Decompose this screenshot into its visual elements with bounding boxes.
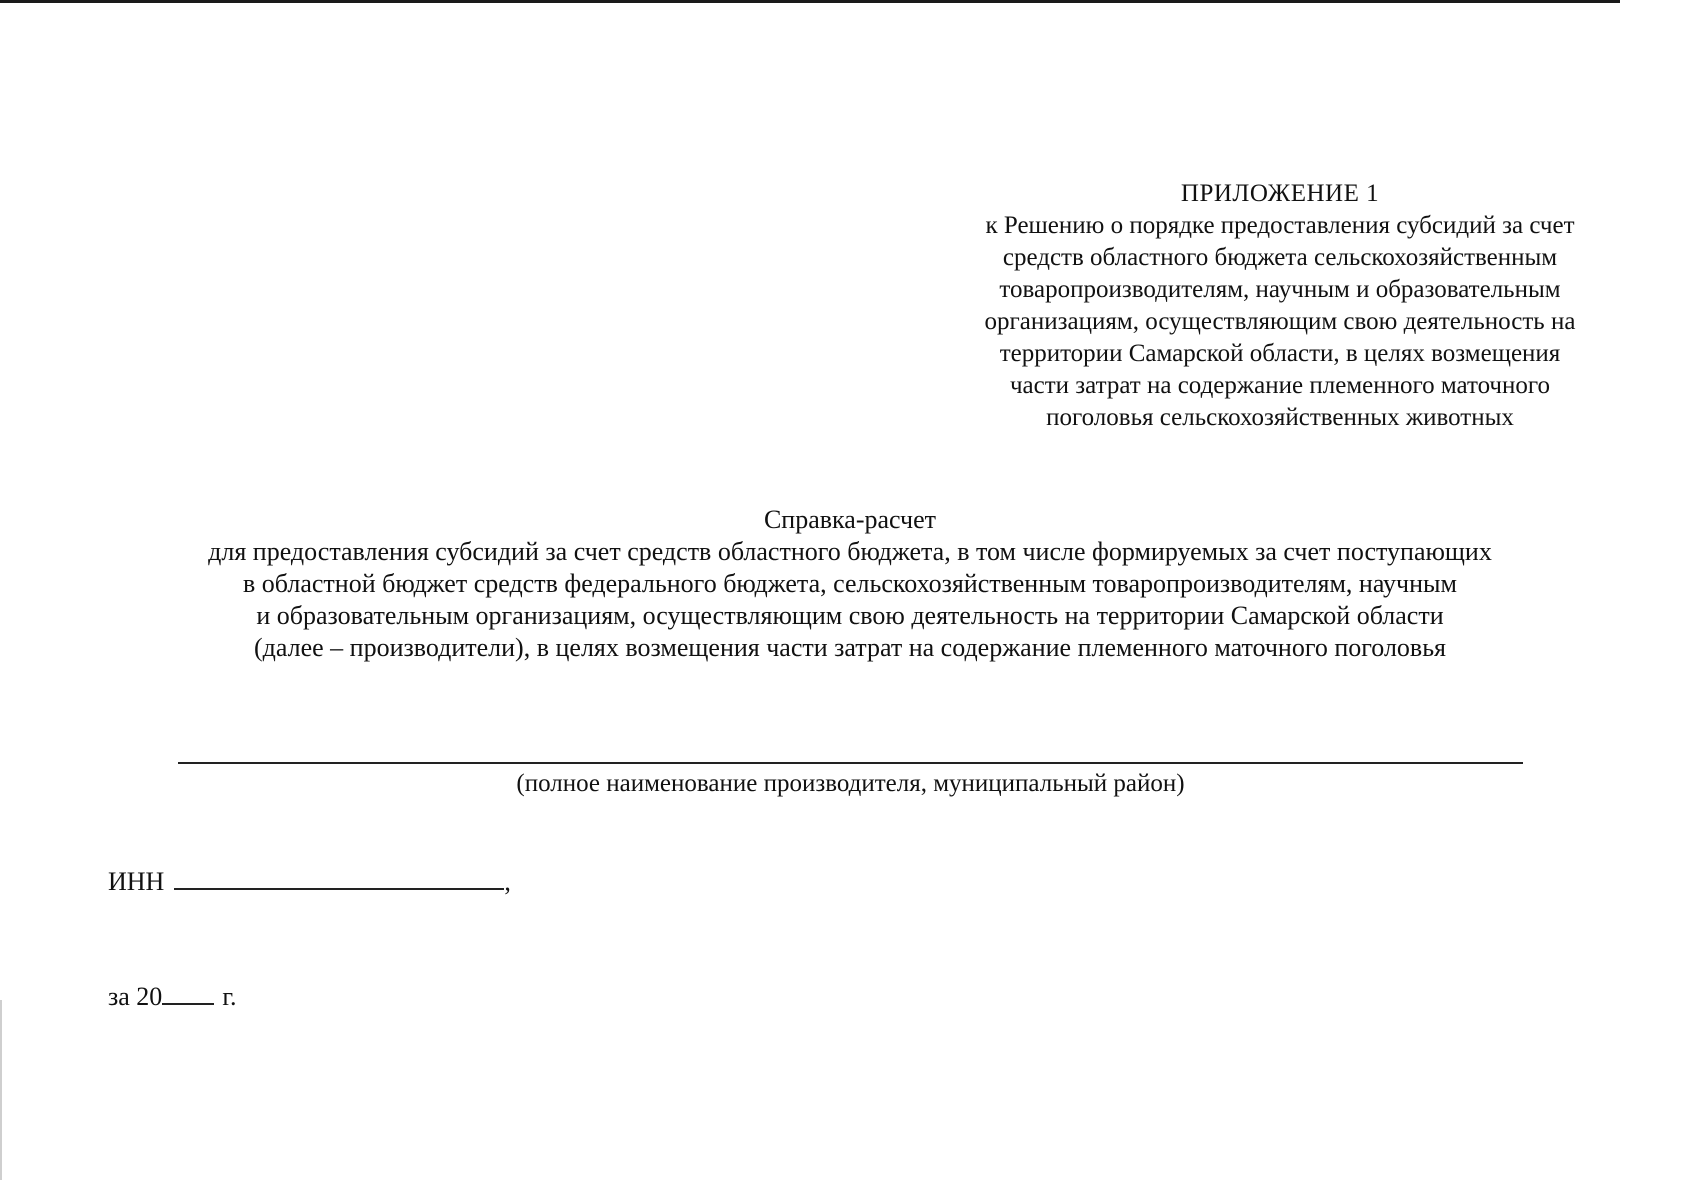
scan-top-edge: [0, 0, 1620, 3]
appendix-block: [880, 178, 1680, 434]
inn-label: ИНН: [108, 867, 165, 896]
document-subtitle-line: (далее – производители), в целях возмещения части затрат на содержание племенного маточного поголовья: [253, 633, 1447, 662]
document-heading: [110, 504, 1590, 664]
period-row: [108, 981, 237, 1013]
appendix-line: к Решению о порядке предоставления субсидий за счет: [985, 212, 1575, 239]
period-suffix: г.: [222, 982, 237, 1011]
producer-name-field-line[interactable]: [178, 762, 1523, 764]
document-title: Справка-расчет: [763, 505, 937, 534]
appendix-line: поголовья сельскохозяйственных животных: [1046, 404, 1514, 431]
document-subtitle-line: в областной бюджет средств федерального бюджета, сельскохозяйственным товаропроизводителям, научным: [243, 569, 1457, 598]
appendix-line: товаропроизводителям, научным и образовательным: [999, 276, 1561, 303]
scan-left-edge: [0, 1000, 2, 1180]
appendix-title: ПРИЛОЖЕНИЕ 1: [1180, 180, 1380, 207]
year-field-line[interactable]: [162, 981, 214, 1005]
appendix-line: территории Самарской области, в целях возмещения: [999, 340, 1561, 367]
appendix-line: организациям, осуществляющим свою деятельность на: [984, 308, 1576, 335]
period-prefix: за 20: [108, 982, 163, 1011]
appendix-line: средств областного бюджета сельскохозяйственным: [1002, 244, 1558, 271]
document-subtitle-line: для предоставления субсидий за счет средств областного бюджета, в том числе формируемых за счет поступающих: [208, 537, 1492, 566]
inn-suffix: ,: [504, 867, 511, 896]
appendix-line: части затрат на содержание племенного маточного: [1009, 372, 1551, 399]
document-subtitle-line: и образовательным организациям, осуществляющим свою деятельность на территории Самарской области: [256, 601, 1444, 630]
inn-field-line[interactable]: [174, 866, 504, 890]
inn-row: [108, 866, 511, 898]
producer-name-caption: (полное наименование производителя, муниципальный район): [516, 770, 1185, 797]
